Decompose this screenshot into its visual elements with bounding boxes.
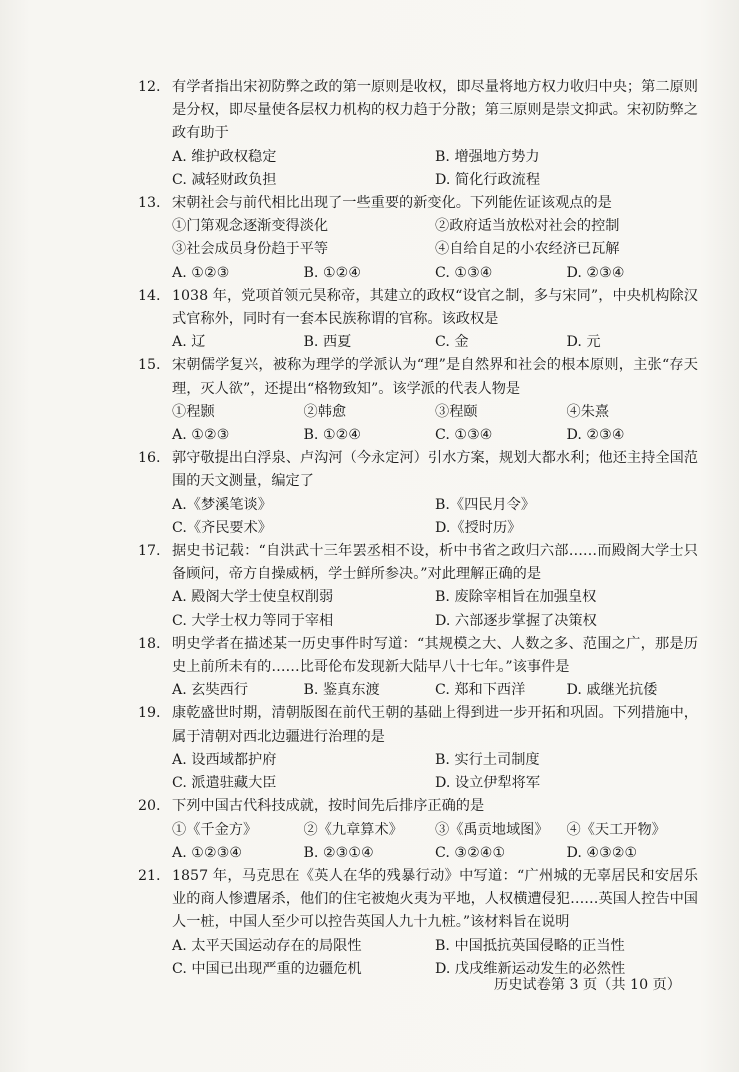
option-a: A. 维护政权稳定 [172, 148, 277, 165]
option-a: A. 设西域都护府 [172, 751, 277, 768]
statement-list [172, 401, 698, 424]
statement-4: ④自给自足的小农经济已瓦解 [435, 241, 620, 258]
question-20 [138, 795, 698, 865]
question-list [138, 76, 698, 981]
page-footer: 历史试卷第 3 页（共 10 页） [494, 977, 681, 993]
statement-3: ③社会成员身份趋于平等 [172, 241, 329, 258]
question-number: 12. [138, 79, 161, 95]
option-a: A. ①②③④ [172, 844, 243, 861]
statement-3: ③程颐 [435, 403, 478, 420]
option-b: B. ②③①④ [303, 844, 374, 861]
option-c: C. 郑和下西洋 [435, 682, 526, 699]
option-c: C. 金 [435, 334, 469, 351]
question-stem: 宋朝社会与前代相比出现了一些重要的新变化。下列能佐证该观点的是 [172, 195, 612, 212]
statement-3: ③《禹贡地域图》 [435, 821, 549, 838]
option-list [172, 331, 698, 354]
question-stem: 宋朝儒学复兴，被称为理学的学派认为“理”是自然界和社会的根本原则，主张“存天理，灭人欲”，还提出“格物致知”。该学派的代表人物是 [172, 357, 698, 397]
question-17 [138, 540, 698, 633]
option-a: A. 玄奘西行 [172, 682, 249, 699]
option-d: D. 设立伊犁将军 [435, 775, 541, 792]
question-stem: 有学者指出宋初防弊之政的第一原则是收权，即尽量将地方权力收归中央；第二原则是分权，即尽量使各层权力机构的权力趋于分散；第三原则是崇文抑武。宋初防弊之政有助于 [172, 79, 698, 142]
option-d: D. 元 [566, 334, 601, 351]
question-number: 16. [138, 450, 161, 467]
question-number: 19. [138, 705, 161, 722]
option-b: B. ①②④ [303, 427, 362, 444]
question-stem: 康乾盛世时期，清朝版图在前代王朝的基础上得到进一步开拓和巩固。下列措施中，属于清朝对西北边疆进行治理的是 [172, 705, 698, 745]
option-b: B. 增强地方势力 [435, 148, 540, 165]
statement-4: ④《天工开物》 [566, 821, 666, 838]
question-16 [138, 447, 698, 540]
option-d: D. 简化行政流程 [435, 171, 541, 188]
option-b: B. ①②④ [303, 264, 362, 281]
question-number: 14. [138, 287, 161, 304]
question-15 [138, 354, 698, 447]
statement-list [172, 215, 698, 261]
question-number: 18. [138, 635, 161, 652]
option-b: B. 西夏 [303, 334, 352, 351]
question-18 [138, 633, 698, 703]
question-number: 13. [138, 195, 161, 212]
option-list [172, 262, 698, 285]
option-list [172, 935, 698, 981]
question-number: 21. [138, 867, 161, 884]
question-number: 17. [138, 543, 161, 560]
option-list [172, 842, 698, 865]
option-a: A. ①②③ [172, 427, 230, 444]
option-c: C. ①③④ [435, 264, 493, 281]
option-list [172, 749, 698, 795]
option-d: D. 戚继光抗倭 [566, 682, 658, 699]
option-list [172, 146, 698, 192]
option-d: D. 戊戌维新运动发生的必然性 [435, 960, 626, 977]
question-14 [138, 285, 698, 355]
question-number: 20. [138, 798, 161, 815]
statement-1: ①程颢 [172, 403, 215, 420]
option-c: C. 派遣驻藏大臣 [172, 775, 277, 792]
question-stem: 1857 年，马克思在《英人在华的残暴行动》中写道：“广州城的无辜居民和安居乐业的商人惨遭屠杀，他们的住宅被炮火夷为平地，人权横遭侵犯……英国人控告中国人一桩，中国人至少可以控告英国人九十九桩。”该材料旨在说明 [172, 867, 698, 931]
option-c: C. ③②④① [435, 844, 506, 861]
question-stem: 据史书记载：“自洪武十三年罢丞相不设，析中书省之政归六部……而殿阁大学士只备顾问，帝方自操威柄，学士鲜所参决。”对此理解正确的是 [172, 543, 698, 583]
option-list [172, 586, 698, 632]
option-b: B. 实行土司制度 [435, 751, 540, 768]
option-c: C. 减轻财政负担 [172, 171, 277, 188]
option-b: B. 废除宰相旨在加强皇权 [435, 589, 597, 606]
question-stem: 1038 年，党项首领元昊称帝，其建立的政权“设官之制，多与宋同”，中央机构除汉式官称外，同时有一套本民族称谓的官称。该政权是 [172, 287, 698, 328]
option-b: B. 鉴真东渡 [303, 682, 380, 699]
option-d: D. ②③④ [566, 427, 625, 444]
option-c: C. ①③④ [435, 427, 493, 444]
statement-2: ②韩愈 [303, 403, 347, 420]
question-stem: 郭守敬提出白浮泉、卢沟河（今永定河）引水方案，规划大都水利；他还主持全国范围的天文测量，编定了 [172, 450, 698, 490]
option-list [172, 494, 698, 540]
option-d: D. ②③④ [566, 264, 625, 281]
option-list [172, 679, 698, 702]
statement-2: ②政府适当放松对社会的控制 [435, 218, 620, 235]
option-c: C. 中国已出现严重的边疆危机 [172, 960, 362, 977]
option-a: A. ①②③ [172, 264, 230, 281]
option-a: A. 辽 [172, 334, 206, 351]
statement-4: ④朱熹 [566, 403, 610, 420]
option-a: A. 殿阁大学士使皇权削弱 [172, 589, 334, 606]
option-list [172, 424, 698, 447]
question-number: 15. [138, 357, 161, 374]
question-stem: 明史学者在描述某一历史事件时写道：“其规模之大、人数之多、范围之广，那是历史上前所未有的……比哥伦布发现新大陆早八十七年。”该事件是 [172, 635, 698, 676]
statement-1: ①《千金方》 [172, 821, 258, 838]
question-21 [138, 865, 698, 981]
option-a: A. 太平天国运动存在的局限性 [172, 937, 362, 954]
statement-1: ①门第观念逐渐变得淡化 [172, 218, 329, 235]
question-19 [138, 702, 698, 795]
statement-2: ②《九章算术》 [303, 821, 403, 838]
question-12 [138, 76, 698, 192]
option-d: D. 六部逐步掌握了决策权 [435, 612, 597, 629]
option-d: D.《授时历》 [435, 519, 522, 536]
option-a: A.《梦溪笔谈》 [172, 496, 272, 513]
question-stem: 下列中国古代科技成就，按时间先后排序正确的是 [172, 798, 485, 815]
option-b: B.《四民月令》 [435, 496, 536, 513]
option-c: C. 大学士权力等同于宰相 [172, 612, 334, 629]
question-13 [138, 192, 698, 285]
option-c: C.《齐民要术》 [172, 519, 272, 536]
option-b: B. 中国抵抗英国侵略的正当性 [435, 937, 625, 954]
option-d: D. ④③②① [566, 844, 638, 861]
statement-list [172, 819, 698, 842]
